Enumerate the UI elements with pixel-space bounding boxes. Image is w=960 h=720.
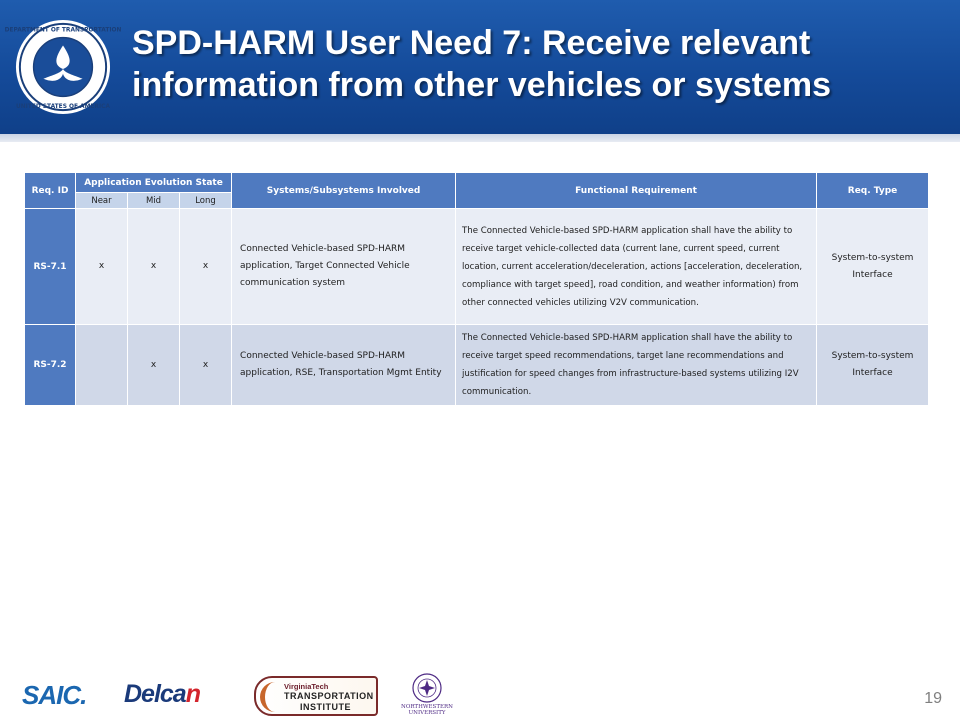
functional-requirement-cell: The Connected Vehicle-based SPD-HARM application shall have the ability to receive target vehicle-collected data (current lane, current speed, current location, current acceleration/deceleration, actions [acceleration, deceleration, compliance with target speed], road condition, and weather information) from other connected vehicles utilizing V2V communication. <box>456 209 817 325</box>
req-type-cell: System-to-system Interface <box>817 325 929 406</box>
svg-text:DEPARTMENT OF TRANSPORTATION: DEPARTMENT OF TRANSPORTATION <box>4 27 122 34</box>
table-row <box>25 209 929 325</box>
dot-seal-icon <box>4 18 122 116</box>
near-cell <box>76 325 128 406</box>
vtti-logo-virginiatech: VirginiaTech <box>284 682 329 691</box>
vtti-swoosh-icon <box>260 682 282 712</box>
header-near: Near <box>76 193 128 209</box>
northwestern-seal-icon <box>396 672 458 704</box>
long-cell: x <box>180 209 232 325</box>
systems-cell: Connected Vehicle-based SPD-HARM application, RSE, Transportation Mgmt Entity <box>232 325 456 406</box>
header-req-type: Req. Type <box>817 173 929 209</box>
slide-number: 19 <box>924 690 942 707</box>
header-functional-requirement: Functional Requirement <box>456 173 817 209</box>
header-mid: Mid <box>128 193 180 209</box>
req-type-cell: System-to-system Interface <box>817 209 929 325</box>
northwestern-logo-text: NORTHWESTERN UNIVERSITY <box>401 704 453 716</box>
table-row <box>25 325 929 406</box>
vtti-logo-institute: INSTITUTE <box>300 702 351 712</box>
requirements-table <box>24 172 929 406</box>
mid-cell: x <box>128 209 180 325</box>
page-title <box>132 22 942 106</box>
delcan-logo-accent: n <box>185 680 200 708</box>
vtti-logo <box>254 676 378 716</box>
delcan-logo-text: Delca <box>124 680 186 708</box>
svg-text:UNITED STATES OF AMERICA: UNITED STATES OF AMERICA <box>15 104 111 111</box>
title-banner <box>0 0 960 138</box>
header-req-id: Req. ID <box>25 173 76 209</box>
header-long: Long <box>180 193 232 209</box>
long-cell: x <box>180 325 232 406</box>
mid-cell: x <box>128 325 180 406</box>
header-divider <box>0 134 960 142</box>
title-line-2: information from other vehicles or systems <box>132 66 832 104</box>
req-id-cell: RS-7.2 <box>25 325 76 406</box>
saic-logo: SAIC. <box>22 680 87 710</box>
delcan-logo <box>124 680 200 709</box>
functional-requirement-cell: The Connected Vehicle-based SPD-HARM application shall have the ability to receive target speed recommendations, target lane recommendations and justification for speed changes from infrastructure-based systems utilizing I2V communication. <box>456 325 817 406</box>
header-evolution-state: Application Evolution State <box>76 173 232 193</box>
header-systems: Systems/Subsystems Involved <box>232 173 456 209</box>
footer <box>0 666 960 720</box>
systems-cell: Connected Vehicle-based SPD-HARM application, Target Connected Vehicle communication system <box>232 209 456 325</box>
title-line-1: SPD-HARM User Need 7: Receive relevant <box>132 24 811 62</box>
req-id-cell: RS-7.1 <box>25 209 76 325</box>
near-cell: x <box>76 209 128 325</box>
vtti-logo-transportation: TRANSPORTATION <box>284 691 374 701</box>
northwestern-logo <box>396 672 458 716</box>
